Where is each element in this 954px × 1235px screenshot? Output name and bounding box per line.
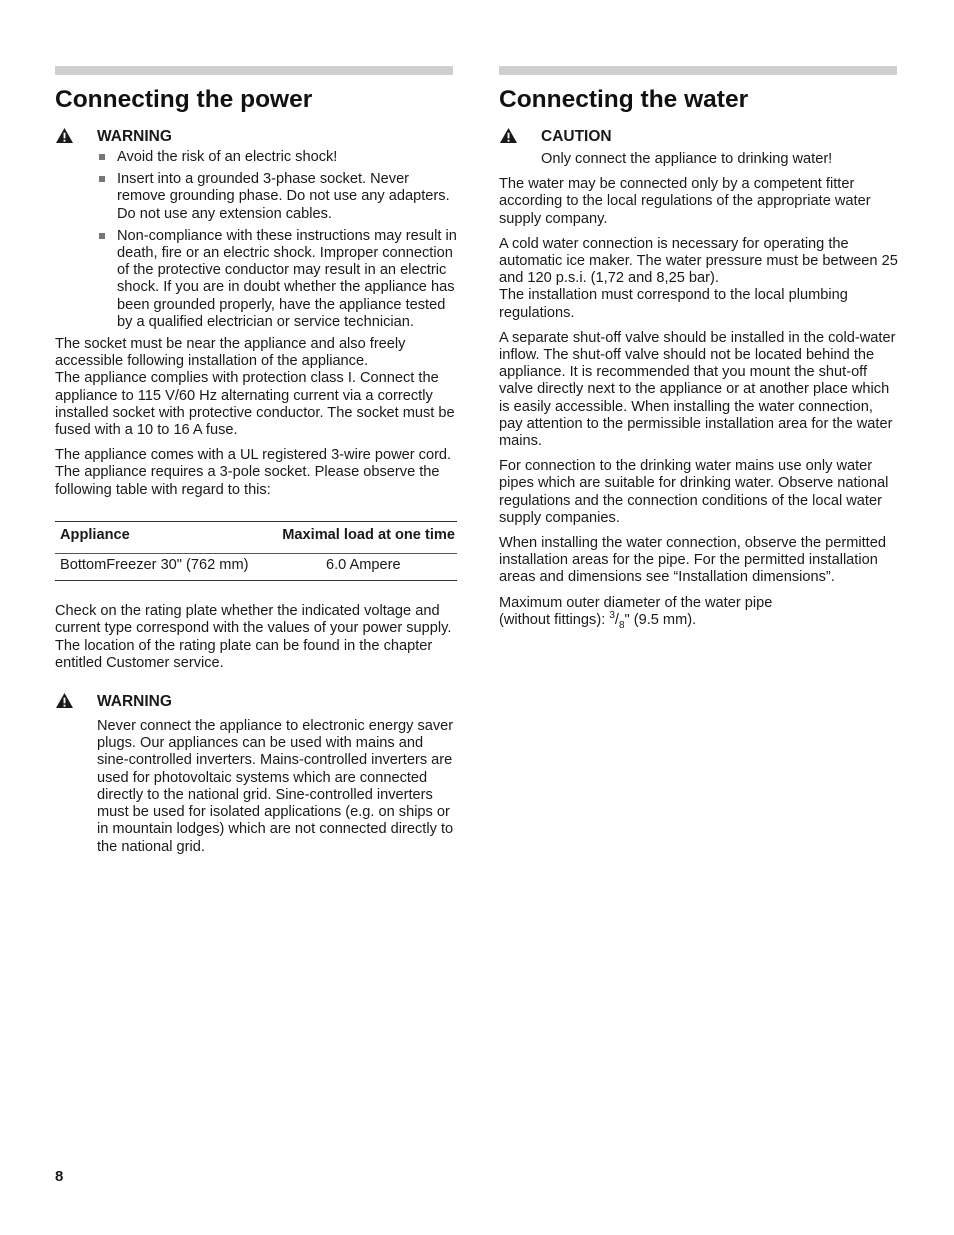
paragraph-pipe-diameter: Maximum outer diameter of the water pipe (without fittings): $^3/_8$" (9.5 mm). [499,594,773,631]
section-title-water: Connecting the water [499,86,749,113]
list-item: Insert into a grounded 3-phase socket. Never remove grounding phase. Do not use any adapters. Do not use any extension cables. [97,171,457,223]
paragraph: Check on the rating plate whether the indicated voltage and current type correspond with the values of your power supply. The location of the rating plate can be found in the chapter entitled Customer service. [55,603,452,671]
paragraph: A separate shut-off valve should be installed in the cold-water inflow. The shut-off valve should not be located behind the appliance. It is recommended that you mount the shut-off valve directly next to the appliance or at another place which is easily accessible. When installing the water connection, pay attention to the permissible installation area for the water mains. [499,329,896,450]
table-cell: 6.0 Ampere [266,554,457,581]
paragraph: The installation must correspond to the local plumbing regulations. [499,287,848,321]
table-row [55,554,457,581]
warning-body [97,149,457,331]
bullet-square-icon [99,233,105,239]
warning-heading [55,127,457,147]
warning-list [97,149,457,331]
warning-body [97,718,457,856]
paragraph: The appliance comes with a UL registered 3-wire power cord. The appliance requires a 3-pole socket. Please observe the following table with regard to this: [55,447,452,498]
list-item: Avoid the risk of an electric shock! [97,149,457,166]
table-header-load: Maximal load at one time [266,521,457,553]
section-rule [55,66,453,75]
warning-label: WARNING [97,128,172,145]
caution-heading [499,127,899,147]
left-column [55,66,457,864]
bullet-square-icon [99,154,105,160]
list-item: Non-compliance with these instructions may result in death, fire or an electric shock. Improper connection of the protective conductor may result in an electric shock. If you are in doubt whether the appliance has been grounded properly, have the appliance tested by a qualified electrician or service technician. [97,228,457,331]
table-header-row [55,521,457,553]
table-header-appliance: Appliance [55,521,266,553]
warning-label: WARNING [97,693,172,711]
warning-text: Never connect the appliance to electronic energy saver plugs. Our appliances can be used with mains and sine-controlled inverters. Mains-controlled inverters are used for photovoltaic systems which are connected directly to the national grid. Sine-controlled inverters must be used for isolated applications (e.g. on ships or in mountain lodges) which are not connected directly to the national grid. [97,718,454,855]
caution-body [541,151,899,168]
paragraph: When installing the water connection, observe the permitted installation areas for the pipe. For the permitted installation areas and dimensions see “Installation dimensions”. [499,535,886,586]
paragraph: The appliance complies with protection class I. Connect the appliance to 115 V/60 Hz alternating current via a correctly installed socket with protective conductor. The socket must be fused with a 10 to 16 A fuse. [55,370,455,439]
paragraph: The socket must be near the appliance and also freely accessible following installation of the appliance. [55,336,406,370]
paragraph: A cold water connection is necessary for operating the automatic ice maker. The water pressure must be between 25 and 120 p.s.i. (1,72 and 8,25 bar). [499,235,898,287]
caution-label: CAUTION [541,128,612,145]
warning-icon [55,127,74,144]
bullet-square-icon [99,176,105,182]
table-cell: BottomFreezer 30" (762 mm) [55,554,266,581]
warning-icon [55,692,74,709]
warning-heading [55,692,457,712]
section-title-power: Connecting the power [55,86,313,113]
warning-icon [499,127,518,144]
load-table [55,521,457,581]
paragraph: For connection to the drinking water mains use only water pipes which are suitable for drinking water. Observe national regulations and the connection conditions of the local water supply companies. [499,458,889,526]
page-number: 8 [55,1168,64,1185]
right-column [499,66,899,637]
section-rule [499,66,897,75]
paragraph: The water may be connected only by a competent fitter according to the local regulations of the appropriate water supply company. [499,176,871,227]
caution-text: Only connect the appliance to drinking water! [541,151,833,167]
